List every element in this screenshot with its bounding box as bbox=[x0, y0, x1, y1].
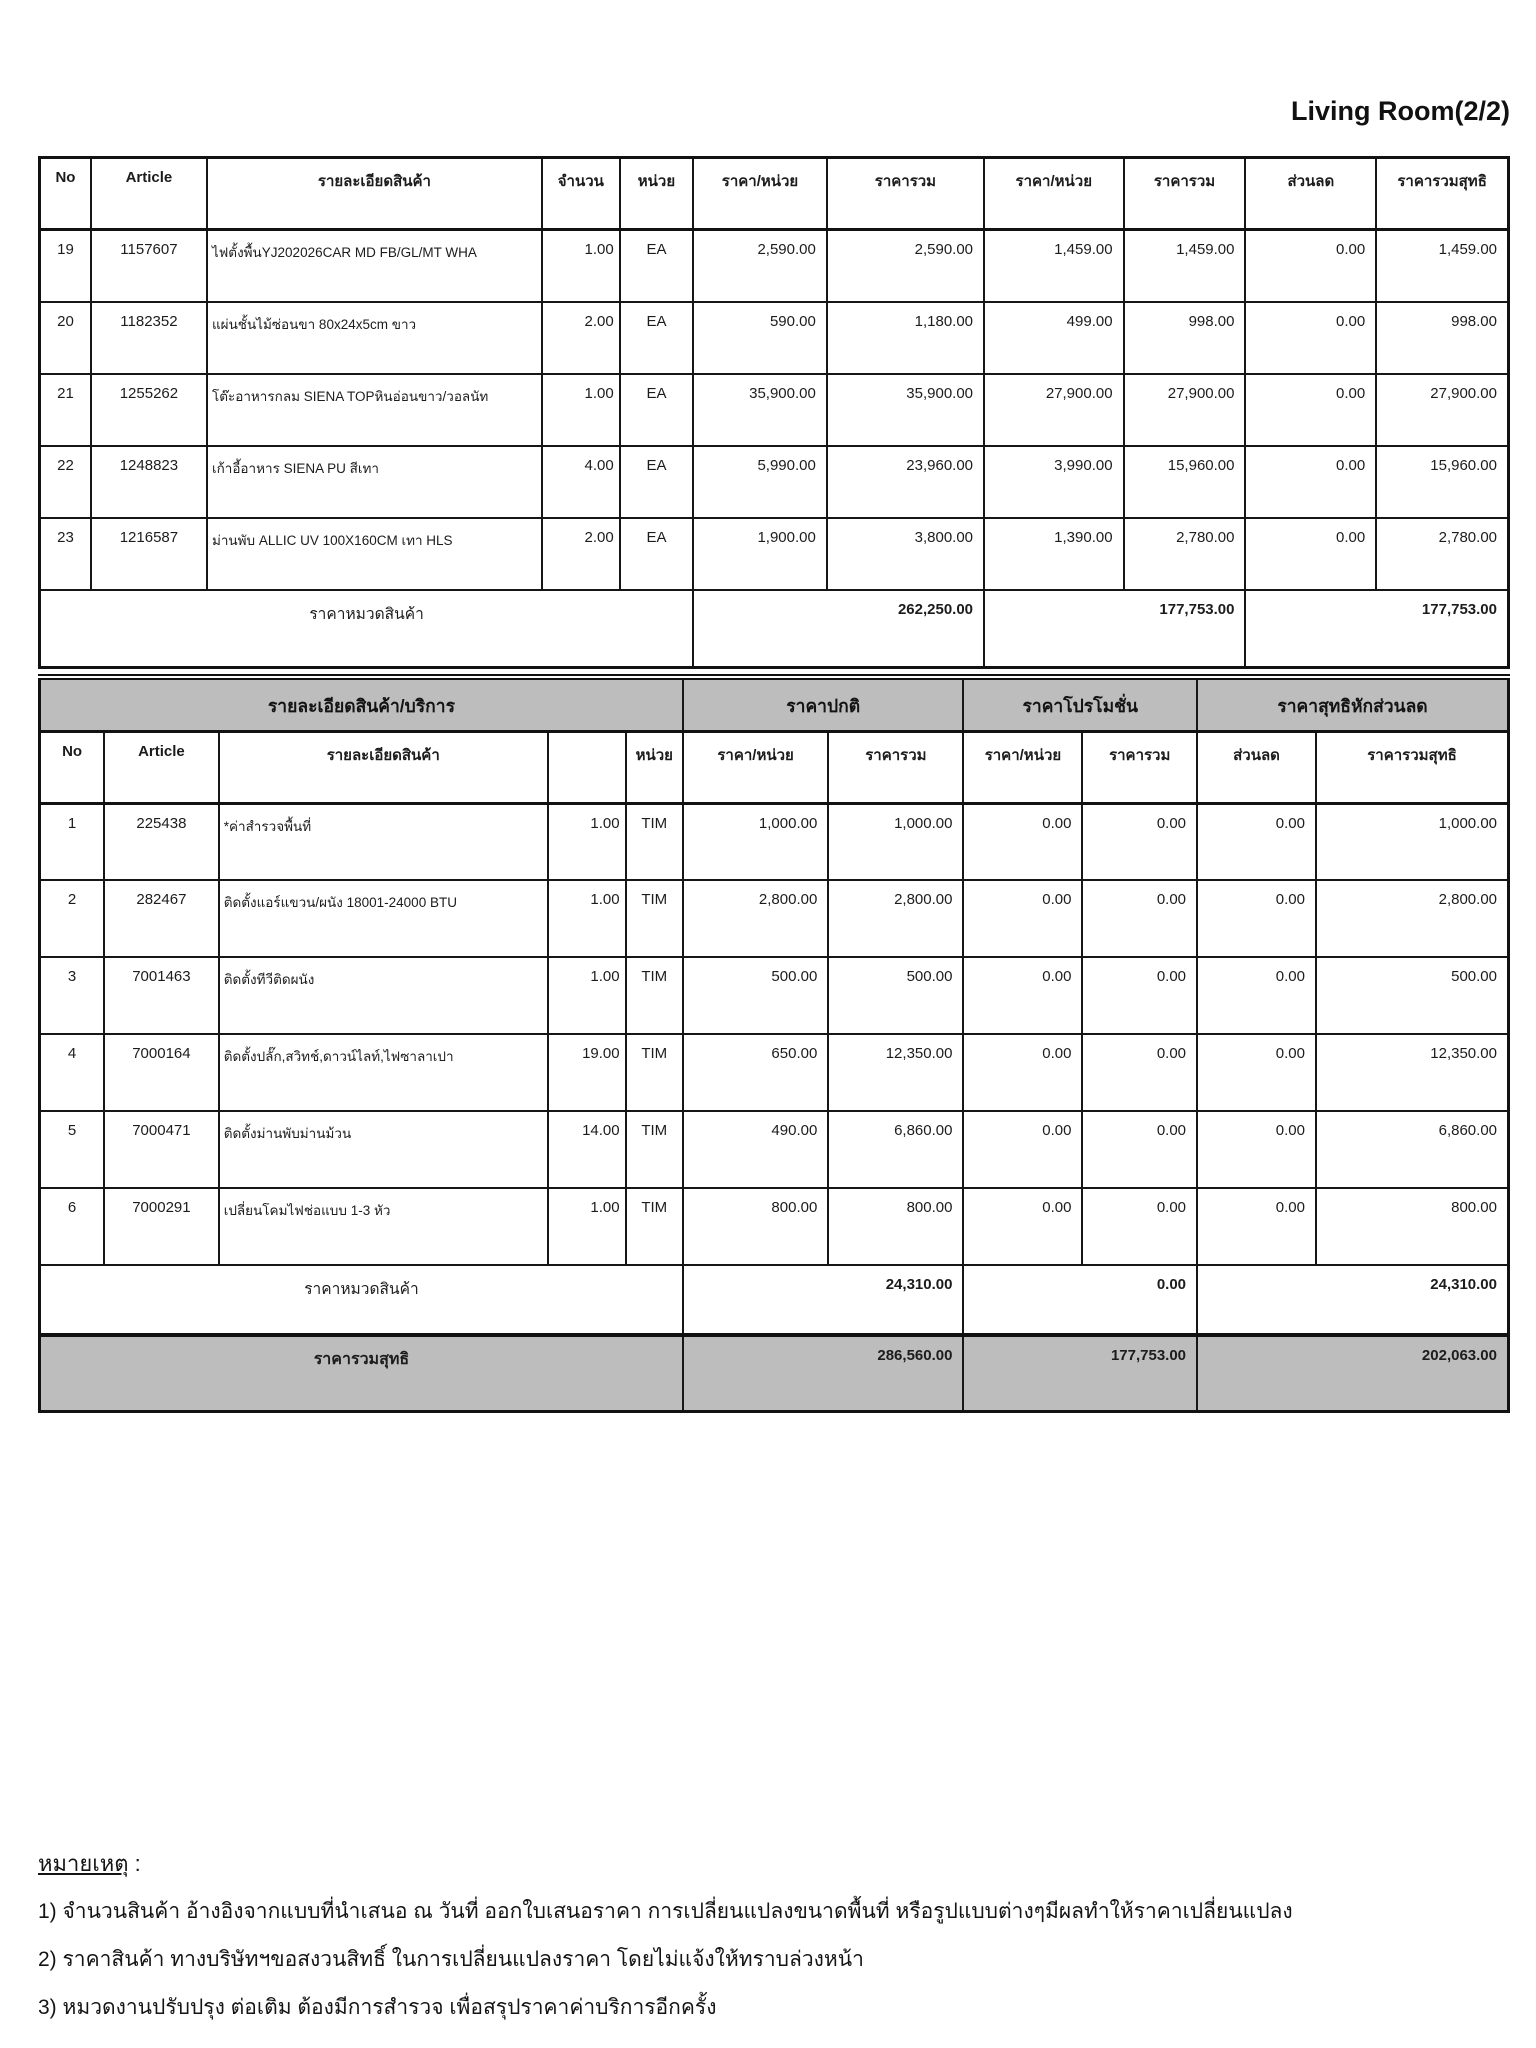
discount-cell: 0.00 bbox=[1197, 880, 1316, 957]
services-summary-row bbox=[40, 1265, 1509, 1335]
discount-cell: 0.00 bbox=[1197, 803, 1316, 880]
net-total-cell: 1,459.00 bbox=[1376, 230, 1508, 302]
qty-cell: 1.00 bbox=[548, 1188, 626, 1265]
total-price-normal-cell: 2,800.00 bbox=[828, 880, 963, 957]
band-promo-price-header: ราคาโปรโมชั่น bbox=[963, 677, 1197, 731]
grand-total-net: 202,063.00 bbox=[1197, 1335, 1508, 1411]
row-number-cell: 5 bbox=[40, 1111, 105, 1188]
total-price-promo-cell: 0.00 bbox=[1082, 1111, 1197, 1188]
net-total-cell: 998.00 bbox=[1376, 302, 1508, 374]
column-header: ราคารวม bbox=[828, 731, 963, 803]
unit-cell: EA bbox=[620, 446, 693, 518]
products-summary-label: ราคาหมวดสินค้า bbox=[40, 590, 694, 668]
products-header-row bbox=[40, 158, 1509, 230]
products-summary-net-total: 177,753.00 bbox=[1245, 590, 1508, 668]
qty-cell: 19.00 bbox=[548, 1034, 626, 1111]
section-band-row bbox=[40, 677, 1509, 731]
unit-price-normal-cell: 800.00 bbox=[683, 1188, 828, 1265]
total-price-normal-cell: 12,350.00 bbox=[828, 1034, 963, 1111]
row-number-cell: 22 bbox=[40, 446, 91, 518]
total-price-promo-cell: 0.00 bbox=[1082, 880, 1197, 957]
article-cell: 1248823 bbox=[91, 446, 207, 518]
column-header: รายละเอียดสินค้า bbox=[219, 731, 548, 803]
notes-heading: หมายเหตุ : bbox=[38, 1851, 141, 1876]
services-header-row bbox=[40, 731, 1509, 803]
article-cell: 1216587 bbox=[91, 518, 207, 590]
column-header: Article bbox=[91, 158, 207, 230]
column-header: ราคา/หน่วย bbox=[963, 731, 1082, 803]
description-cell: ม่านพับ ALLIC UV 100X160CM เทา HLS bbox=[207, 518, 542, 590]
unit-cell: EA bbox=[620, 518, 693, 590]
net-total-cell: 15,960.00 bbox=[1376, 446, 1508, 518]
unit-cell: EA bbox=[620, 302, 693, 374]
services-table bbox=[38, 674, 1510, 1413]
total-price-normal-cell: 3,800.00 bbox=[827, 518, 984, 590]
column-header: ราคา/หน่วย bbox=[984, 158, 1124, 230]
band-net-price-header: ราคาสุทธิหักส่วนลด bbox=[1197, 677, 1508, 731]
total-price-normal-cell: 1,180.00 bbox=[827, 302, 984, 374]
column-header: หน่วย bbox=[626, 731, 683, 803]
article-cell: 1157607 bbox=[91, 230, 207, 302]
discount-cell: 0.00 bbox=[1197, 957, 1316, 1034]
description-cell: ติดตั้งทีวีติดผนัง bbox=[219, 957, 548, 1034]
unit-price-normal-cell: 2,800.00 bbox=[683, 880, 828, 957]
table-row bbox=[40, 957, 1509, 1034]
net-total-cell: 2,780.00 bbox=[1376, 518, 1508, 590]
article-cell: 282467 bbox=[104, 880, 219, 957]
page-title: Living Room(2/2) bbox=[1290, 96, 1510, 126]
qty-cell: 1.00 bbox=[548, 957, 626, 1034]
description-cell: ไฟตั้งพื้นYJ202026CAR MD FB/GL/MT WHA bbox=[207, 230, 542, 302]
table-row bbox=[40, 1188, 1509, 1265]
article-cell: 7000471 bbox=[104, 1111, 219, 1188]
note-line: 2) ราคาสินค้า ทางบริษัทฯขอสงวนสิทธิ์ ในการเปลี่ยนแปลงราคา โดยไม่แจ้งให้ทราบล่วงหน้า bbox=[38, 1948, 864, 1971]
unit-price-normal-cell: 5,990.00 bbox=[693, 446, 827, 518]
discount-cell: 0.00 bbox=[1245, 374, 1376, 446]
total-price-promo-cell: 27,900.00 bbox=[1124, 374, 1246, 446]
table-row bbox=[40, 518, 1509, 590]
qty-cell: 1.00 bbox=[542, 374, 620, 446]
services-summary-promo-total: 0.00 bbox=[963, 1265, 1197, 1335]
column-header: ส่วนลด bbox=[1245, 158, 1376, 230]
column-header: ราคารวม bbox=[1124, 158, 1246, 230]
total-price-normal-cell: 800.00 bbox=[828, 1188, 963, 1265]
unit-cell: TIM bbox=[626, 1188, 683, 1265]
unit-cell: TIM bbox=[626, 1034, 683, 1111]
qty-cell: 4.00 bbox=[542, 446, 620, 518]
row-number-cell: 1 bbox=[40, 803, 105, 880]
net-total-cell: 2,800.00 bbox=[1316, 880, 1509, 957]
unit-price-promo-cell: 1,459.00 bbox=[984, 230, 1124, 302]
services-summary-normal-total: 24,310.00 bbox=[683, 1265, 964, 1335]
unit-price-normal-cell: 650.00 bbox=[683, 1034, 828, 1111]
unit-price-normal-cell: 1,900.00 bbox=[693, 518, 827, 590]
row-number-cell: 2 bbox=[40, 880, 105, 957]
unit-price-normal-cell: 1,000.00 bbox=[683, 803, 828, 880]
qty-cell: 2.00 bbox=[542, 302, 620, 374]
row-number-cell: 3 bbox=[40, 957, 105, 1034]
grand-total-promo: 177,753.00 bbox=[963, 1335, 1197, 1411]
total-price-normal-cell: 35,900.00 bbox=[827, 374, 984, 446]
net-total-cell: 27,900.00 bbox=[1376, 374, 1508, 446]
column-header: ส่วนลด bbox=[1197, 731, 1316, 803]
article-cell: 225438 bbox=[104, 803, 219, 880]
unit-price-normal-cell: 35,900.00 bbox=[693, 374, 827, 446]
unit-cell: TIM bbox=[626, 1111, 683, 1188]
article-cell: 7000291 bbox=[104, 1188, 219, 1265]
column-header: จำนวน bbox=[542, 158, 620, 230]
column-header: ราคารวม bbox=[1082, 731, 1197, 803]
article-cell: 7000164 bbox=[104, 1034, 219, 1111]
services-summary-label: ราคาหมวดสินค้า bbox=[40, 1265, 683, 1335]
grand-total-normal: 286,560.00 bbox=[683, 1335, 964, 1411]
unit-cell: TIM bbox=[626, 803, 683, 880]
grand-total-row bbox=[40, 1335, 1509, 1411]
column-header: ราคารวมสุทธิ bbox=[1316, 731, 1509, 803]
total-price-promo-cell: 0.00 bbox=[1082, 803, 1197, 880]
total-price-normal-cell: 6,860.00 bbox=[828, 1111, 963, 1188]
unit-cell: TIM bbox=[626, 957, 683, 1034]
unit-price-promo-cell: 3,990.00 bbox=[984, 446, 1124, 518]
column-header: ราคารวม bbox=[827, 158, 984, 230]
table-row bbox=[40, 803, 1509, 880]
unit-price-promo-cell: 27,900.00 bbox=[984, 374, 1124, 446]
discount-cell: 0.00 bbox=[1197, 1034, 1316, 1111]
column-header: No bbox=[40, 731, 105, 803]
net-total-cell: 12,350.00 bbox=[1316, 1034, 1509, 1111]
total-price-promo-cell: 0.00 bbox=[1082, 1034, 1197, 1111]
net-total-cell: 1,000.00 bbox=[1316, 803, 1509, 880]
note-line: 1) จำนวนสินค้า อ้างอิงจากแบบที่นำเสนอ ณ วันที่ ออกใบเสนอราคา การเปลี่ยนแปลงขนาดพื้นที่ หรือรูปแบบต่างๆมีผลทำให้ราคาเปลี่ยนแปลง bbox=[38, 1900, 1293, 1923]
unit-price-promo-cell: 0.00 bbox=[963, 880, 1082, 957]
column-header: ราคา/หน่วย bbox=[693, 158, 827, 230]
total-price-normal-cell: 1,000.00 bbox=[828, 803, 963, 880]
total-price-promo-cell: 0.00 bbox=[1082, 957, 1197, 1034]
column-header: หน่วย bbox=[620, 158, 693, 230]
products-table bbox=[38, 156, 1510, 669]
products-summary-row bbox=[40, 590, 1509, 668]
description-cell: *ค่าสำรวจพื้นที่ bbox=[219, 803, 548, 880]
column-header: ราคารวมสุทธิ bbox=[1376, 158, 1508, 230]
table-row bbox=[40, 230, 1509, 302]
unit-price-normal-cell: 500.00 bbox=[683, 957, 828, 1034]
unit-price-promo-cell: 0.00 bbox=[963, 803, 1082, 880]
article-cell: 1255262 bbox=[91, 374, 207, 446]
description-cell: เปลี่ยนโคมไฟช่อแบบ 1-3 หัว bbox=[219, 1188, 548, 1265]
qty-cell: 1.00 bbox=[548, 803, 626, 880]
products-summary-promo-total: 177,753.00 bbox=[984, 590, 1245, 668]
unit-price-promo-cell: 0.00 bbox=[963, 957, 1082, 1034]
total-price-normal-cell: 23,960.00 bbox=[827, 446, 984, 518]
row-number-cell: 4 bbox=[40, 1034, 105, 1111]
unit-price-promo-cell: 0.00 bbox=[963, 1034, 1082, 1111]
column-header: รายละเอียดสินค้า bbox=[207, 158, 542, 230]
description-cell: ติดตั้งม่านพับม่านม้วน bbox=[219, 1111, 548, 1188]
total-price-promo-cell: 0.00 bbox=[1082, 1188, 1197, 1265]
discount-cell: 0.00 bbox=[1245, 518, 1376, 590]
article-cell: 7001463 bbox=[104, 957, 219, 1034]
discount-cell: 0.00 bbox=[1197, 1111, 1316, 1188]
band-description-header: รายละเอียดสินค้า/บริการ bbox=[40, 677, 683, 731]
unit-price-promo-cell: 1,390.00 bbox=[984, 518, 1124, 590]
description-cell: ติดตั้งปลั๊ก,สวิทช์,ดาวน์ไลท์,ไฟซาลาเปา bbox=[219, 1034, 548, 1111]
unit-cell: TIM bbox=[626, 880, 683, 957]
column-header: Article bbox=[104, 731, 219, 803]
net-total-cell: 6,860.00 bbox=[1316, 1111, 1509, 1188]
description-cell: แผ่นชั้นไม้ซ่อนขา 80x24x5cm ขาว bbox=[207, 302, 542, 374]
article-cell: 1182352 bbox=[91, 302, 207, 374]
total-price-normal-cell: 500.00 bbox=[828, 957, 963, 1034]
qty-cell: 2.00 bbox=[542, 518, 620, 590]
total-price-promo-cell: 998.00 bbox=[1124, 302, 1246, 374]
total-price-normal-cell: 2,590.00 bbox=[827, 230, 984, 302]
services-summary-net-total: 24,310.00 bbox=[1197, 1265, 1508, 1335]
net-total-cell: 800.00 bbox=[1316, 1188, 1509, 1265]
discount-cell: 0.00 bbox=[1245, 302, 1376, 374]
discount-cell: 0.00 bbox=[1197, 1188, 1316, 1265]
notes-section bbox=[38, 1846, 1508, 2039]
description-cell: โต๊ะอาหารกลม SIENA TOPหินอ่อนขาว/วอลนัท bbox=[207, 374, 542, 446]
row-number-cell: 20 bbox=[40, 302, 91, 374]
row-number-cell: 21 bbox=[40, 374, 91, 446]
tables-area bbox=[38, 156, 1510, 1413]
unit-price-normal-cell: 590.00 bbox=[693, 302, 827, 374]
note-line: 3) หมวดงานปรับปรุง ต่อเติม ต้องมีการสำรวจ เพื่อสรุปราคาค่าบริการอีกครั้ง bbox=[38, 1996, 717, 2019]
discount-cell: 0.00 bbox=[1245, 446, 1376, 518]
unit-cell: EA bbox=[620, 230, 693, 302]
table-row bbox=[40, 302, 1509, 374]
unit-price-promo-cell: 0.00 bbox=[963, 1188, 1082, 1265]
qty-cell: 1.00 bbox=[548, 880, 626, 957]
column-header: No bbox=[40, 158, 91, 230]
column-header: ราคา/หน่วย bbox=[683, 731, 828, 803]
net-total-cell: 500.00 bbox=[1316, 957, 1509, 1034]
unit-price-promo-cell: 0.00 bbox=[963, 1111, 1082, 1188]
table-row bbox=[40, 446, 1509, 518]
description-cell: เก้าอี้อาหาร SIENA PU สีเทา bbox=[207, 446, 542, 518]
total-price-promo-cell: 15,960.00 bbox=[1124, 446, 1246, 518]
unit-price-promo-cell: 499.00 bbox=[984, 302, 1124, 374]
table-row bbox=[40, 880, 1509, 957]
column-header bbox=[548, 731, 626, 803]
discount-cell: 0.00 bbox=[1245, 230, 1376, 302]
qty-cell: 14.00 bbox=[548, 1111, 626, 1188]
unit-price-normal-cell: 2,590.00 bbox=[693, 230, 827, 302]
table-row bbox=[40, 1111, 1509, 1188]
grand-total-label: ราคารวมสุทธิ bbox=[40, 1335, 683, 1411]
qty-cell: 1.00 bbox=[542, 230, 620, 302]
row-number-cell: 6 bbox=[40, 1188, 105, 1265]
row-number-cell: 19 bbox=[40, 230, 91, 302]
row-number-cell: 23 bbox=[40, 518, 91, 590]
table-row bbox=[40, 1034, 1509, 1111]
unit-cell: EA bbox=[620, 374, 693, 446]
total-price-promo-cell: 2,780.00 bbox=[1124, 518, 1246, 590]
total-price-promo-cell: 1,459.00 bbox=[1124, 230, 1246, 302]
table-row bbox=[40, 374, 1509, 446]
description-cell: ติดตั้งแอร์แขวน/ผนัง 18001-24000 BTU bbox=[219, 880, 548, 957]
unit-price-normal-cell: 490.00 bbox=[683, 1111, 828, 1188]
products-summary-normal-total: 262,250.00 bbox=[693, 590, 984, 668]
band-normal-price-header: ราคาปกติ bbox=[683, 677, 964, 731]
